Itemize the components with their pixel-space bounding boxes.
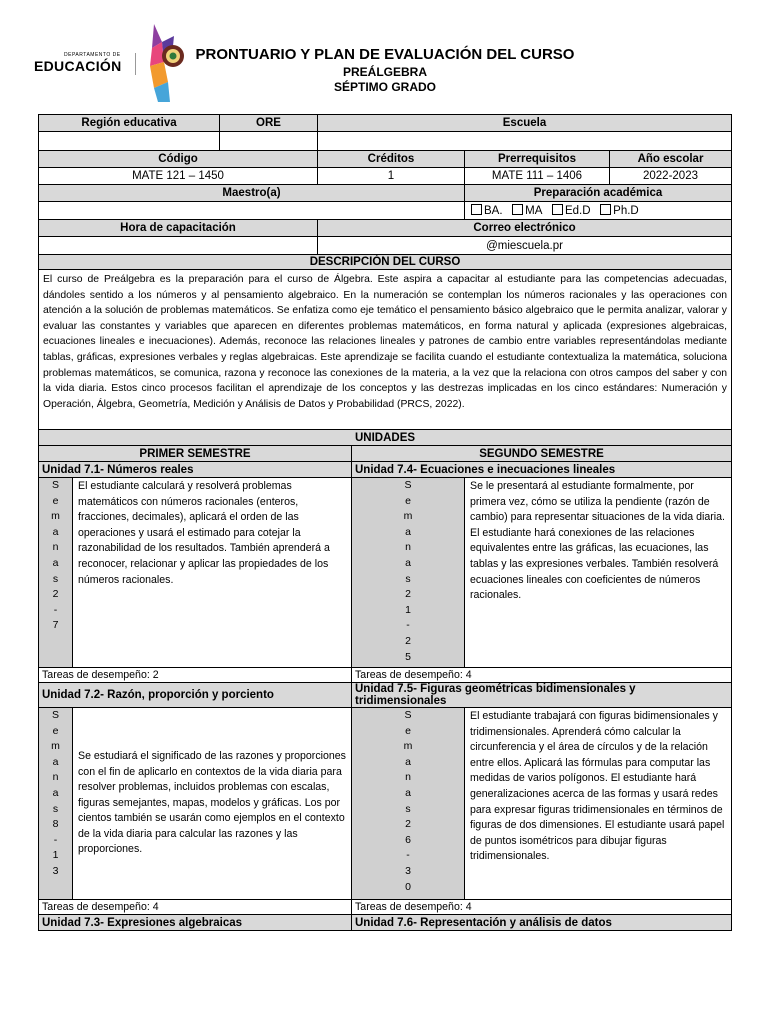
second-semester-label: SEGUNDO SEMESTRE: [352, 446, 732, 462]
school-year-value: 2022-2023: [610, 168, 732, 185]
tasks-row: [39, 668, 732, 683]
unit-7-3-title: Unidad 7.3- Expresiones algebraicas: [39, 915, 352, 931]
week-char: m: [403, 740, 413, 753]
unit-7-2-title: Unidad 7.2- Razón, proporción y porciento: [39, 683, 352, 708]
ore-value[interactable]: [220, 132, 318, 151]
credits-label: Créditos: [318, 151, 465, 168]
puerto-rico-seal-icon: [148, 22, 188, 104]
week-char: -: [406, 849, 410, 862]
week-char: s: [52, 802, 59, 815]
week-char: e: [52, 724, 59, 737]
week-char: S: [404, 479, 412, 491]
grade-level: SÉPTIMO GRADO: [333, 80, 436, 94]
school-year-label: Año escolar: [610, 151, 732, 168]
document-titles: [185, 46, 585, 94]
document-title: PRONTUARIO Y PLAN DE EVALUACIÓN DEL CURSO: [195, 46, 575, 63]
teacher-header-row: [39, 185, 732, 202]
week-char: 1: [52, 849, 59, 862]
training-value-row: [39, 237, 732, 255]
week-char: 3: [405, 864, 411, 877]
document-header: [0, 0, 768, 108]
tasks-row: [39, 900, 732, 915]
week-char: a: [52, 556, 59, 569]
code-value: MATE 121 – 1450: [39, 168, 318, 185]
unit-7-1-tasks: Tareas de desempeño: 2: [39, 668, 352, 683]
description-row: [39, 270, 732, 430]
code-label: Código: [39, 151, 318, 168]
logo-department-label: DEPARTAMENTO DE: [64, 52, 121, 58]
unit-7-2-tasks: Tareas de desempeño: 4: [39, 900, 352, 915]
week-char: e: [52, 494, 59, 507]
unit-7-4-weeks: [352, 478, 465, 668]
option-ma[interactable]: MA: [512, 205, 542, 217]
week-char: 6: [405, 833, 411, 846]
week-char: m: [51, 740, 60, 753]
logo-divider: [135, 53, 136, 75]
unit-7-1-description: El estudiante calculará y resolverá problemas matemáticos con números racionales (enteros, fracciones, decimales), aplicará el orden de las operaciones y usará el estimado para cotejar la razonabilidad de los resultados. También aprenderá a reconocer, relacionar y aplicar las propiedades de los números racionales.: [73, 478, 352, 668]
unit-7-2-description: Se estudiará el significado de las razones y proporciones con el fin de aplicarlo en contextos de la vida diaria para resolver problemas, incluidos problemas con escalas, figuras semejantes, mapas, modelos y gráficas. Los por cientos también se usarán como ejemplos en el contexto de la vida diaria para calcular las razones y las proporciones.: [73, 708, 352, 900]
week-char: n: [405, 541, 411, 554]
week-char: a: [405, 525, 411, 538]
week-char: m: [403, 510, 413, 523]
unit-7-1-title: Unidad 7.1- Números reales: [39, 462, 352, 478]
week-char: s: [52, 572, 59, 585]
week-char: 2: [405, 588, 411, 601]
checkbox-icon: [552, 204, 563, 215]
unit-7-5-weeks: [352, 708, 465, 900]
week-char: 7: [52, 619, 59, 632]
week-char: 2: [52, 588, 59, 601]
week-char: 8: [52, 818, 59, 831]
region-header-row: [39, 115, 732, 132]
checkbox-icon: [512, 204, 523, 215]
unit-7-6-title: Unidad 7.6- Representación y análisis de datos: [352, 915, 732, 931]
week-char: -: [53, 603, 58, 616]
week-char: 2: [405, 818, 411, 831]
first-semester-label: PRIMER SEMESTRE: [39, 446, 352, 462]
region-value[interactable]: [39, 132, 220, 151]
week-char: S: [404, 709, 412, 721]
course-syllabus-table: [38, 114, 732, 931]
week-char: a: [52, 755, 59, 768]
course-info-header-row: [39, 151, 732, 168]
description-heading: DESCRIPCIÓN DEL CURSO: [39, 255, 732, 270]
week-char: 1: [405, 603, 411, 616]
teacher-label: Maestro(a): [39, 185, 465, 202]
email-value[interactable]: @miescuela.pr: [318, 237, 732, 255]
week-char: a: [405, 755, 411, 768]
week-char: 0: [405, 880, 411, 893]
unit-7-4-tasks: Tareas de desempeño: 4: [352, 668, 732, 683]
week-char: n: [405, 771, 411, 784]
week-char: m: [51, 510, 60, 523]
prerequisites-value: MATE 111 – 1406: [465, 168, 610, 185]
units-header-row: [39, 430, 732, 446]
logo-education-label: EDUCACIÓN: [34, 58, 122, 74]
week-char: s: [405, 802, 411, 815]
week-char: a: [52, 525, 59, 538]
unit-7-2-weeks: [39, 708, 73, 900]
week-char: n: [52, 771, 59, 784]
semester-header-row: [39, 446, 732, 462]
unit-title-row: [39, 462, 732, 478]
week-char: 2: [405, 634, 411, 647]
unit-content-row: [39, 708, 732, 900]
teacher-value[interactable]: [39, 202, 465, 220]
week-char: n: [52, 541, 59, 554]
week-char: s: [405, 572, 411, 585]
ore-label: ORE: [220, 115, 318, 132]
week-char: S: [51, 709, 59, 721]
academic-prep-label: Preparación académica: [465, 185, 732, 202]
course-name: PREÁLGEBRA: [342, 65, 427, 79]
course-info-value-row: [39, 168, 732, 185]
week-char: -: [406, 619, 410, 632]
week-char: e: [405, 724, 411, 737]
option-edd[interactable]: Ed.D: [552, 205, 591, 217]
unit-7-5-tasks: Tareas de desempeño: 4: [352, 900, 732, 915]
unit-7-5-description: El estudiante trabajará con figuras bidimensionales y tridimensionales. Aprenderá cómo calcular la circunferencia y el área de círculos y de la relación entre ellos. Aplicará las fórmulas para computar las medidas de varios polígonos. El estudiante hará generalizaciones acerca de las formas y usará redes para expresar figuras tridimensionales en términos de figuras de dos dimensiones. El estudiante usará papel de puntos isométricos para dibujar figuras tridimensionales.: [465, 708, 732, 900]
week-char: e: [405, 494, 411, 507]
academic-prep-options: [465, 202, 732, 220]
prerequisites-label: Prerrequisitos: [465, 151, 610, 168]
week-char: a: [52, 786, 59, 799]
unit-7-4-title: Unidad 7.4- Ecuaciones e inecuaciones lineales: [352, 462, 732, 478]
training-hour-value[interactable]: [39, 237, 318, 255]
region-value-row: [39, 132, 732, 151]
credits-value: 1: [318, 168, 465, 185]
unit-content-row: [39, 478, 732, 668]
training-header-row: [39, 220, 732, 237]
option-phd[interactable]: Ph.D: [600, 205, 639, 217]
checkbox-icon: [600, 204, 611, 215]
training-hour-label: Hora de capacitación: [39, 220, 318, 237]
units-heading: UNIDADES: [39, 430, 732, 446]
unit-title-row: [39, 915, 732, 931]
unit-7-5-title: Unidad 7.5- Figuras geométricas bidimensionales y tridimensionales: [352, 683, 732, 708]
school-label: Escuela: [318, 115, 732, 132]
option-ba[interactable]: BA.: [471, 205, 503, 217]
week-char: a: [405, 556, 411, 569]
course-description: El curso de Preálgebra es la preparación para el curso de Álgebra. Este aspira a capacitar al estudiante para las competencias adecuadas, dándoles sentido a los números y al pensamiento algebraico. En la numeración se contemplan los números racionales y las operaciones con atención a la solución de problemas matemáticos. Se enfatiza como eje temático el pensamiento básico algebraico que le permita analizar, valorar y evaluar las constantes y variables que aparecen en diferentes problemas matemáticos, en forma natural y aplicada (expresiones algebraicas, ecuaciones lineales e inecuaciones). Además, reconoce las relaciones lineales y patrones de cambio entre variables representándolas mediante tablas, gráficas, expresiones verbales y reglas algebraicas. Este aprendizaje se facilita cuando el estudiante contextualiza la matemática, soluciona problemas matemáticos, se comunica, razona y reconoce las conexiones de la materia, a la vez que la relaciona con otros campos del saber y con la vida diaria. Estos cinco procesos facilitan el aprendizaje de los conceptos y las destrezas implicadas en los cinco estándares: Numeración y Operación, Álgebra, Geometría, Medición y Análisis de Datos y Probabilidad (PRCS, 2022).: [39, 270, 732, 430]
unit-7-1-weeks: [39, 478, 73, 668]
checkbox-icon: [471, 204, 482, 215]
week-char: a: [405, 786, 411, 799]
week-char: S: [51, 479, 59, 491]
email-label: Correo electrónico: [318, 220, 732, 237]
teacher-value-row: [39, 202, 732, 220]
unit-7-4-description: Se le presentará al estudiante formalmente, por primera vez, cómo se utiliza la pendiente (razón de cambio) para representar situaciones de la vida diaria. El estudiante hará conexiones de las relaciones equivalentes entre las gráficas, las ecuaciones, las tablas y las expresiones verbales. También resolverá ecuaciones lineales con coeficientes de números racionales.: [465, 478, 732, 668]
description-header-row: [39, 255, 732, 270]
week-char: 3: [52, 864, 59, 877]
week-char: -: [53, 833, 58, 846]
week-char: 5: [405, 650, 411, 663]
school-value[interactable]: [318, 132, 732, 151]
region-label: Región educativa: [39, 115, 220, 132]
unit-title-row: [39, 683, 732, 708]
